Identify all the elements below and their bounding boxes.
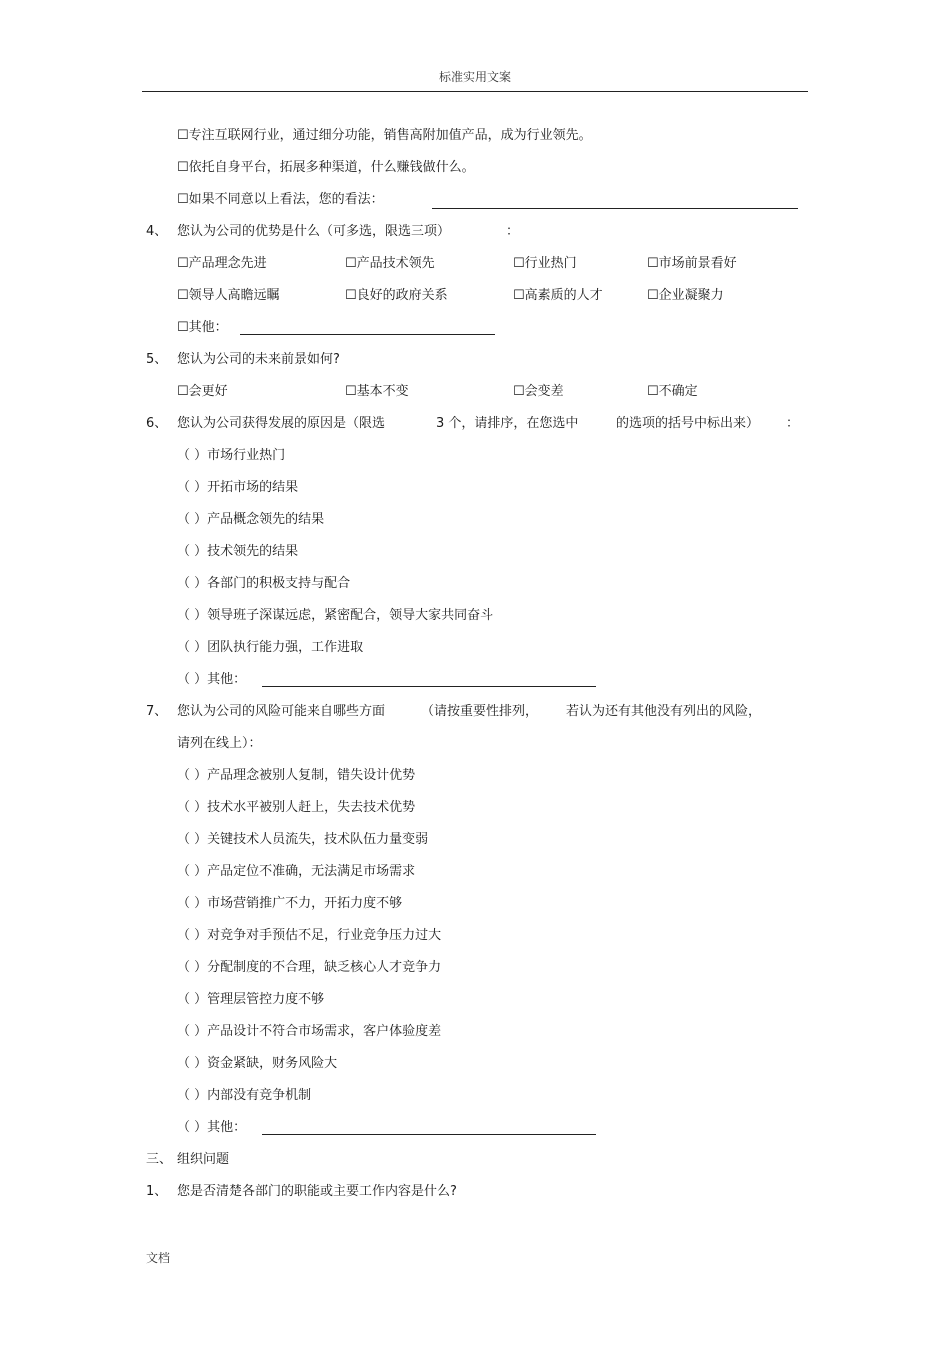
s3-q1-number: 1、: [146, 1184, 168, 1199]
q5-option[interactable]: ☐会更好: [177, 384, 228, 399]
q7-rank-item[interactable]: （ ）产品理念被别人复制，错失设计优势: [177, 768, 416, 783]
q7-other-field[interactable]: [262, 1134, 596, 1135]
q6-rank-item[interactable]: （ ）团队执行能力强，工作进取: [177, 640, 364, 655]
q4-option[interactable]: ☐产品理念先进: [177, 256, 267, 271]
q4-option[interactable]: ☐良好的政府关系: [345, 288, 448, 303]
q5-number: 5、: [146, 352, 168, 367]
q3-option-1[interactable]: ☐专注互联网行业，通过细分功能，销售高附加值产品，成为行业领先。: [177, 128, 592, 143]
q7-rank-item-other[interactable]: （ ）其他：: [177, 1120, 247, 1135]
q7-rank-item[interactable]: （ ）资金紧缺，财务风险大: [177, 1056, 338, 1071]
q7-rank-item[interactable]: （ ）关键技术人员流失，技术队伍力量变弱: [177, 832, 429, 847]
q4-option[interactable]: ☐企业凝聚力: [647, 288, 724, 303]
q3-opinion-field[interactable]: [432, 208, 798, 209]
q4-other-field[interactable]: [240, 334, 495, 335]
q6-rank-item[interactable]: （ ）技术领先的结果: [177, 544, 299, 559]
q7-rank-item[interactable]: （ ）分配制度的不合理，缺乏核心人才竞争力: [177, 960, 442, 975]
q7-rank-item[interactable]: （ ）产品设计不符合市场需求，客户体验度差: [177, 1024, 442, 1039]
q6-rank-item-other[interactable]: （ ）其他：: [177, 672, 247, 687]
q6-question-part-a: 您认为公司获得发展的原因是（限选: [177, 416, 386, 431]
q5-option[interactable]: ☐会变差: [513, 384, 564, 399]
q4-colon: ：: [506, 224, 520, 239]
q7-rank-item[interactable]: （ ）产品定位不准确，无法满足市场需求: [177, 864, 416, 879]
section-title: 组织问题: [177, 1152, 230, 1167]
q4-option[interactable]: ☐高素质的人才: [513, 288, 603, 303]
q7-question-part-b: （请按重要性排列，: [421, 704, 539, 719]
q4-option-other[interactable]: ☐其他：: [177, 320, 228, 335]
q7-rank-item[interactable]: （ ）管理层管控力度不够: [177, 992, 325, 1007]
q5-option[interactable]: ☐基本不变: [345, 384, 409, 399]
s3-q1-question: 您是否清楚各部门的职能或主要工作内容是什么?: [177, 1184, 457, 1199]
q6-other-field[interactable]: [262, 686, 596, 687]
q6-rank-item[interactable]: （ ）领导班子深谋远虑，紧密配合，领导大家共同奋斗: [177, 608, 494, 623]
q4-option[interactable]: ☐行业热门: [513, 256, 577, 271]
q6-colon: ：: [786, 416, 800, 431]
page-footer-label: 文档: [146, 1251, 171, 1265]
section-number: 三、: [146, 1152, 173, 1167]
q6-rank-item[interactable]: （ ）各部门的积极支持与配合: [177, 576, 351, 591]
q6-question-part-c: 的选项的括号中标出来）: [616, 416, 760, 431]
q3-option-3[interactable]: ☐如果不同意以上看法，您的看法：: [177, 192, 384, 207]
q6-number: 6、: [146, 416, 168, 431]
q7-rank-item[interactable]: （ ）内部没有竞争机制: [177, 1088, 312, 1103]
header-rule: [142, 91, 808, 92]
q4-option[interactable]: ☐产品技术领先: [345, 256, 435, 271]
q6-question-part-b: 3 个，请排序，在您选中: [436, 416, 579, 431]
q7-rank-item[interactable]: （ ）市场营销推广不力，开拓力度不够: [177, 896, 403, 911]
q6-rank-item[interactable]: （ ）产品概念领先的结果: [177, 512, 325, 527]
q4-option[interactable]: ☐市场前景看好: [647, 256, 737, 271]
q7-question-part-a: 您认为公司的风险可能来自哪些方面: [177, 704, 386, 719]
q5-option[interactable]: ☐不确定: [647, 384, 698, 399]
q6-rank-item[interactable]: （ ）开拓市场的结果: [177, 480, 299, 495]
q7-question-part-d: 请列在线上）：: [177, 736, 262, 751]
q6-rank-item[interactable]: （ ）市场行业热门: [177, 448, 286, 463]
page-header-title: 标准实用文案: [438, 70, 511, 84]
q4-option[interactable]: ☐领导人高瞻远瞩: [177, 288, 280, 303]
q4-number: 4、: [146, 224, 168, 239]
q7-number: 7、: [146, 704, 168, 719]
q5-question: 您认为公司的未来前景如何?: [177, 352, 340, 367]
q4-question: 您认为公司的优势是什么（可多选，限选三项）: [177, 224, 451, 239]
q3-option-2[interactable]: ☐依托自身平台，拓展多种渠道，什么赚钱做什么。: [177, 160, 475, 175]
q7-question-part-c: 若认为还有其他没有列出的风险，: [566, 704, 762, 719]
q7-rank-item[interactable]: （ ）技术水平被别人赶上，失去技术优势: [177, 800, 416, 815]
q7-rank-item[interactable]: （ ）对竞争对手预估不足，行业竞争压力过大: [177, 928, 442, 943]
